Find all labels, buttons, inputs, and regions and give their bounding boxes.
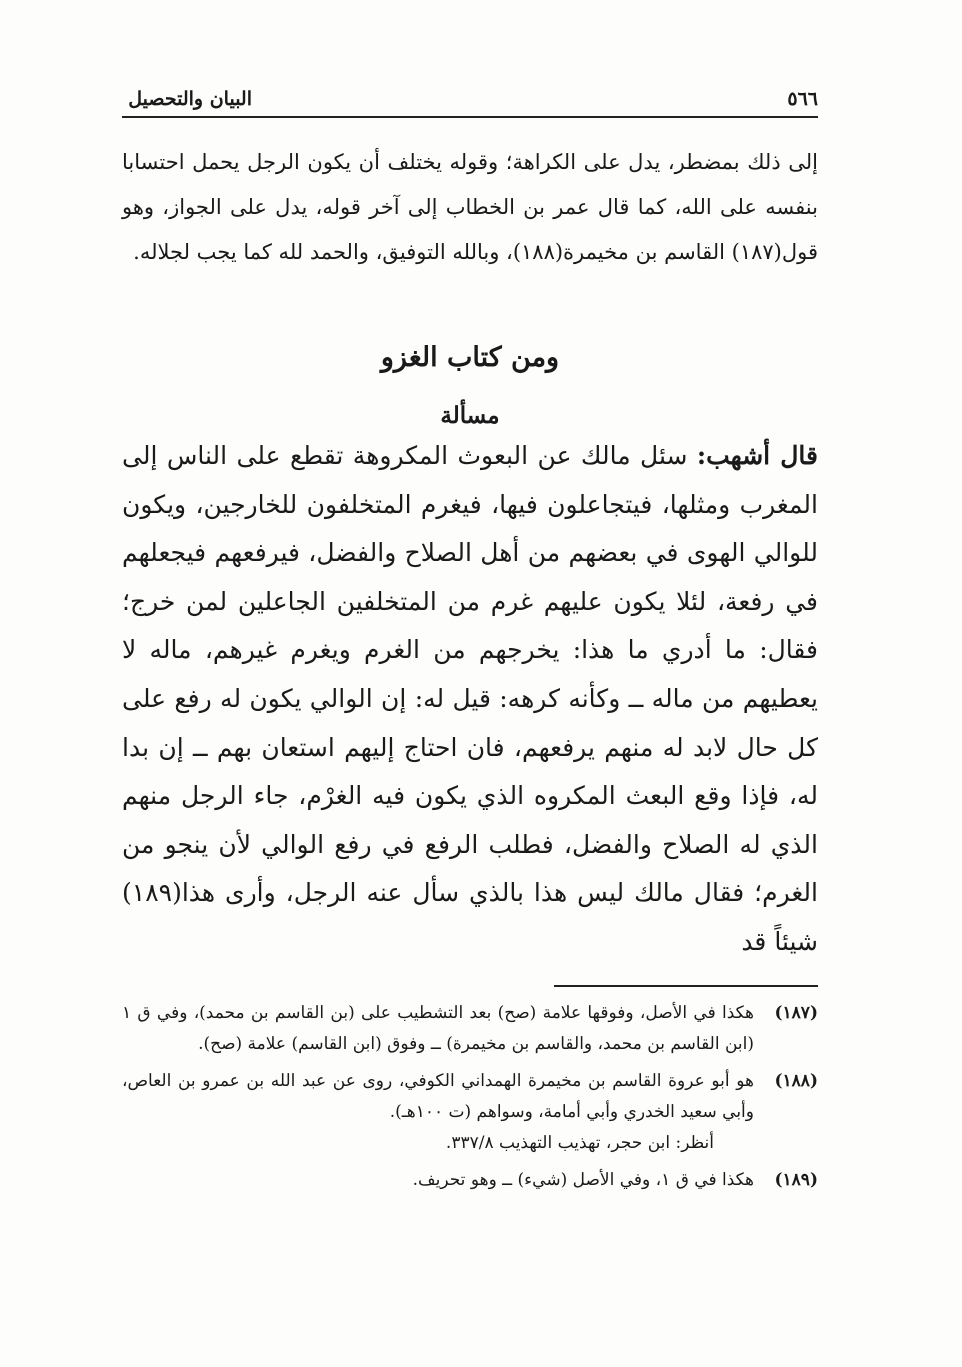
footnote-text: هو أبو عروة القاسم بن مخيمرة الهمداني الكوفي، روى عن عبد الله بن عمرو بن العاص، وأبي سعيد الخدري وأبي أمامة، وسواهم (ت ١٠٠هـ). — [122, 1071, 754, 1122]
footnote-187 — [122, 998, 818, 1060]
footnotes — [122, 998, 818, 1202]
footnote-reference: أنظر: ابن حجر، تهذيب التهذيب ٣٣٧/٨. — [445, 1133, 714, 1153]
footnote-number: (١٨٨) — [774, 1071, 818, 1091]
main-lead: قال أشهب: — [696, 441, 818, 470]
main-paragraph — [122, 432, 818, 967]
footnote-text: هكذا في ق ١، وفي الأصل (شيء) ــ وهو تحريف. — [412, 1170, 754, 1190]
section-subtitle: مسألة — [440, 402, 500, 429]
main-text-block — [122, 432, 818, 967]
intro-text: إلى ذلك بمضطر، يدل على الكراهة؛ وقوله يختلف أن يكون الرجل يحمل احتسابا بنفسه على الله، كما قال عمر بن الخطاب إلى آخر قوله، يدل على الجواز، وهو قول(١٨٧) القاسم بن مخيمرة(١٨٨)، وبالله التوفيق، والحمد لله كما يجب لجلاله. — [122, 150, 818, 264]
section-title: ومن كتاب الغزو — [380, 342, 560, 373]
footnote-text: هكذا في الأصل، وفوقها علامة (صح) بعد التشطيب على (بن القاسم بن محمد)، وفي ق ١ (ابن القاسم بن محمد، والقاسم بن مخيمرة) ــ وفوق (ابن القاسم) علامة (صح). — [122, 1003, 754, 1054]
page-number: ٥٦٦ — [787, 88, 818, 110]
page-header — [122, 76, 818, 118]
intro-paragraph — [122, 140, 818, 275]
book-title: البيان والتحصيل — [128, 88, 252, 110]
footnote-number: (١٨٩) — [774, 1170, 818, 1190]
footnote-189 — [122, 1165, 818, 1196]
main-text: سئل مالك عن البعوث المكروهة تقطع على الناس إلى المغرب ومثلها، فيتجاعلون فيها، فيغرم المتخلفون للخارجين، ويكون للوالي الهوى في بعضهم من أهل الصلاح والفضل، فيرفعهم فيجعلهم في رفعة، لئلا يكون عليهم غرم من المتخلفين الجاعلين لمن خرج؛ فقال: ما أدري ما هذا: يخرجهم من الغرم ويغرم غيرهم، ماله لا يعطيهم من ماله ــ وكأنه كرهه: قيل له: إن الوالي يكون له رفع على كل حال لابد له منهم يرفعهم، فان احتاج إليهم استعان بهم ــ إن بدا له، فإذا وقع البعث المكروه الذي يكون فيه الغرْم، جاء الرجل منهم الذي له الصلاح والفضل، فطلب الرفع في رفع الوالي لأن ينجو من الغرم؛ فقال مالك ليس هذا بالذي سأل عنه الرجل، وأرى هذا(١٨٩) شيئاً قد — [122, 441, 818, 956]
footnote-188 — [122, 1066, 818, 1159]
footnote-divider — [554, 985, 818, 987]
footnote-number: (١٨٧) — [774, 1003, 818, 1023]
